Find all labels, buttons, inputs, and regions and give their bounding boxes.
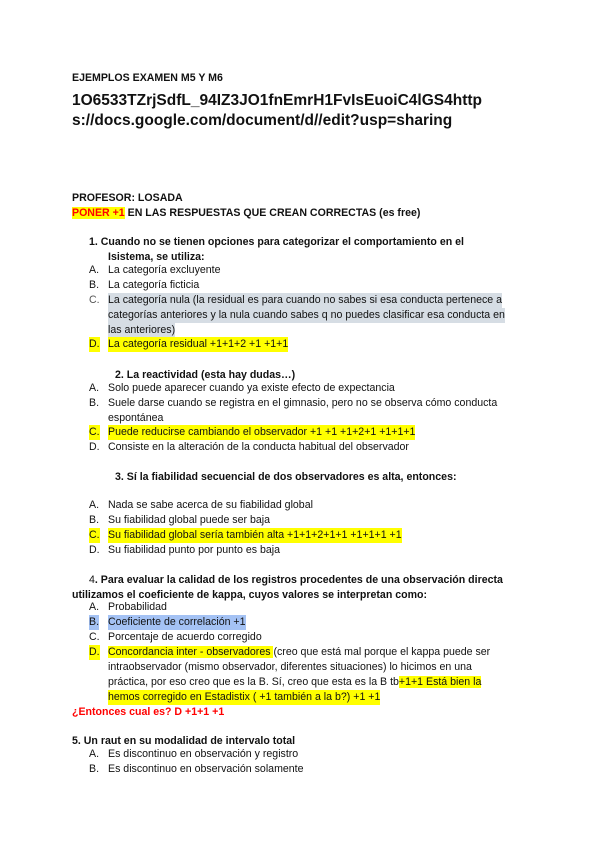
option-text: Porcentaje de acuerdo corregido [108,631,262,643]
option-text: Es discontinuo en observación solamente [108,763,304,775]
option-label: B. [89,279,100,291]
question-4-text: . Para evaluar la calidad de los registros procedentes de una observación directa [94,574,503,586]
option-text: Su fiabilidad global puede ser baja [108,514,270,526]
option-text: La categoría residual +1+1+2 +1 +1+1 [108,338,289,350]
option-text: La categoría excluyente [108,264,221,276]
option-label: D. [89,441,100,453]
option-highlight: Concordancia inter - observadores [108,646,274,658]
question-1-line-2: Isistema, se utiliza: [108,251,205,263]
option-label: A. [89,601,100,613]
instruction-rest: EN LAS RESPUESTAS QUE CREAN CORRECTAS (es free) [124,207,421,219]
question-4-number: 4 [89,574,95,586]
professor-line: PROFESOR: LOSADA [72,192,183,204]
doc-title: EJEMPLOS EXAMEN M5 Y M6 [72,72,223,84]
option-text: Puede reducirse cambiando el observador +1 +1 +1+2+1 +1+1+1 [108,426,416,438]
option-text: Probabilidad [108,601,167,613]
option-label: B. [89,397,100,409]
instruction-highlight: PONER +1 [72,207,125,219]
question-4-line-2: utilizamos el coeficiente de kappa, cuyos valores se interpretan como: [72,589,428,601]
question-1-line-1: 1. Cuando no se tienen opciones para categorizar el comportamiento en el [89,236,464,248]
option-comment: (creo que está mal porque el kappa puede ser [273,646,491,658]
option-label: D. [89,646,100,658]
option-label: A. [89,264,100,276]
option-text [108,645,490,660]
option-text: Coeficiente de correlación +1 [108,616,246,628]
option-text: La categoría ficticia [108,279,200,291]
doc-url-line-1[interactable]: 1O6533TZrjSdfL_94IZ3JO1fnEmrH1FvIsEuoiC4lGS4http [72,92,483,109]
option-text-cont: espontánea [108,412,164,424]
option-text: Su fiabilidad punto por punto es baja [108,544,280,556]
option-text: Es discontinuo en observación y registro [108,748,299,760]
question-2-title: 2. La reactividad (esta hay dudas…) [115,369,296,381]
option-label: B. [89,514,100,526]
option-label: B. [89,763,100,775]
instruction-line [72,206,420,220]
option-text: Su fiabilidad global sería también alta +1+1+2+1+1 +1+1+1 +1 [108,529,402,541]
option-label: C. [89,426,100,438]
option-text-cont: categorías anteriores y la nula cuando sabes q no puedes clasificar esa conducta en [108,309,505,321]
option-label: C. [89,529,100,541]
option-label: C. [89,631,100,643]
option-text: La categoría nula (la residual es para cuando no sabes si esa conducta pertenece a [108,294,502,306]
doc-url-line-2[interactable]: s://docs.google.com/document/d//edit?usp=sharing [72,112,453,129]
question-4-followup: ¿Entonces cual es? D +1+1 +1 [72,706,225,718]
option-text: Consiste en la alteración de la conducta habitual del observador [108,441,409,453]
option-text-cont: intraobservador (mismo observador, diferentes situaciones) lo hicimos en una [108,661,472,673]
option-label: A. [89,382,100,394]
option-text-cont: las anteriores) [108,324,176,336]
option-label: A. [89,748,100,760]
option-text-cont: hemos corregido en Estadistix ( +1 también a la b?) +1 +1 [108,691,381,703]
option-text: Solo puede aparecer cuando ya existe efecto de expectancia [108,382,395,394]
question-4-line-1 [89,573,503,587]
question-3-title: 3. Sí la fiabilidad secuencial de dos observadores es alta, entonces: [115,471,457,483]
option-text-cont [108,675,481,690]
question-5-title: 5. Un raut en su modalidad de intervalo total [72,735,296,747]
option-text: Suele darse cuando se registra en el gimnasio, pero no se observa cómo conducta [108,397,498,409]
option-label: C. [89,294,100,306]
option-label: D. [89,338,100,350]
option-text: Nada se sabe acerca de su fiabilidad global [108,499,313,511]
option-highlight: +1+1 Está bien la [398,676,482,688]
option-label: B. [89,616,100,628]
option-comment: práctica, por eso creo que es la B. Sí, creo que esta es la B tb [108,676,399,688]
option-label: A. [89,499,100,511]
option-label: D. [89,544,100,556]
